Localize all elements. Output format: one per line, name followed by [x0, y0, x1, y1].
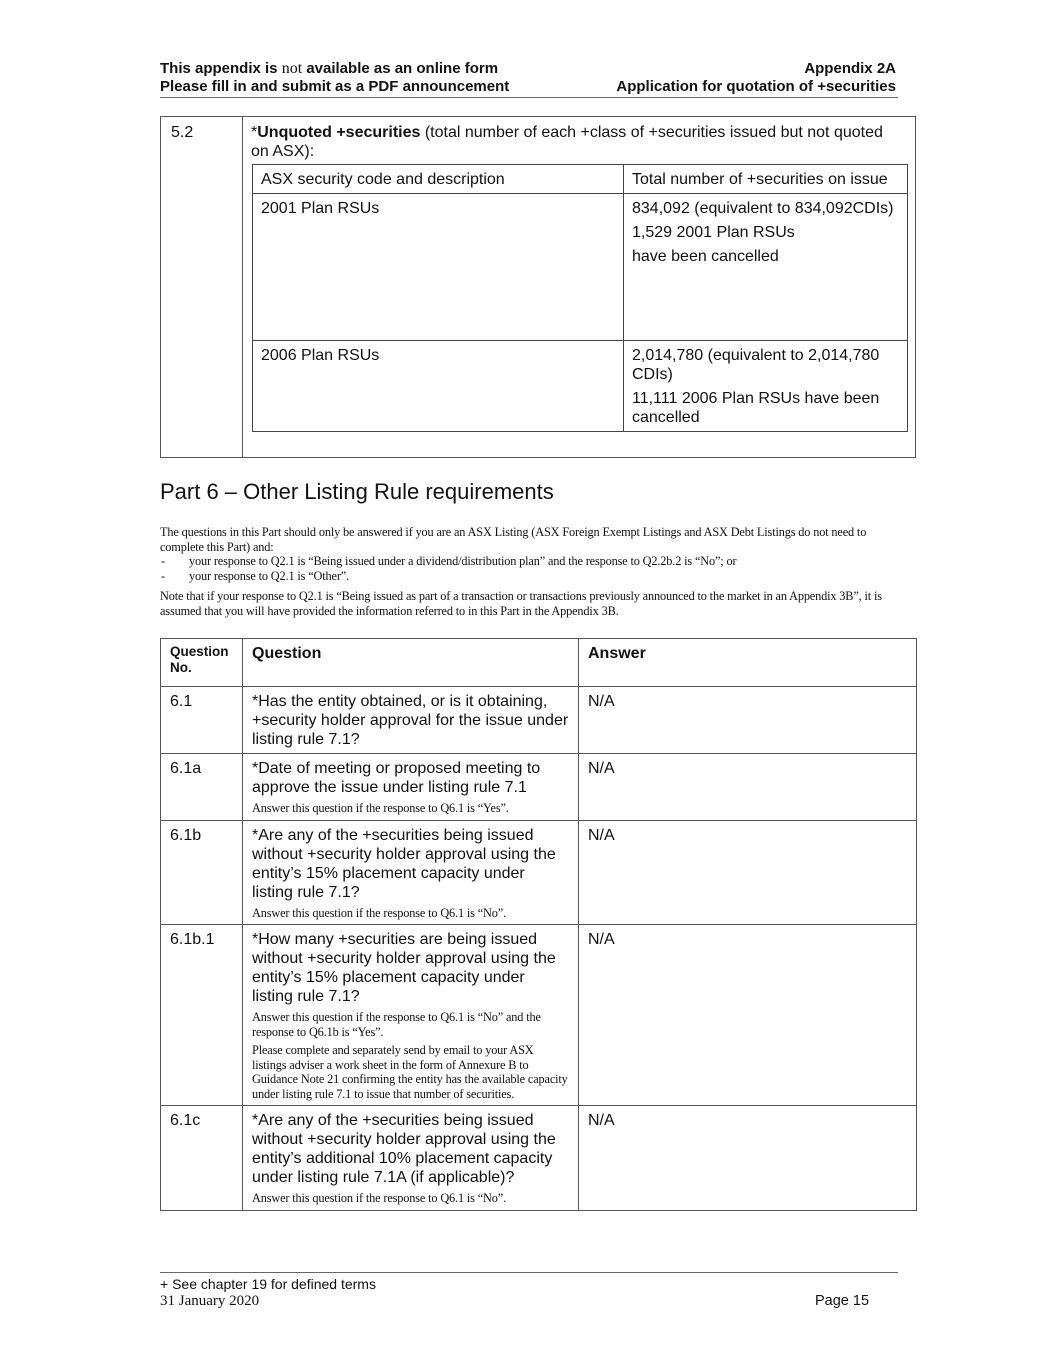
unquoted-securities-table	[252, 164, 908, 432]
header-not-word: not	[281, 60, 303, 77]
intro-bullet: - your response to Q2.1 is “Being issued under a dividend/distribution plan” and the response to Q2.2b.2 is “No”; or	[161, 554, 737, 568]
question-number: 6.1c	[161, 1106, 243, 1211]
footer-defined-terms: + See chapter 19 for defined terms	[160, 1276, 376, 1292]
header-online-form-note: This appendix is not available as an online form	[160, 60, 499, 77]
question-text-cell: *Has the entity obtained, or is it obtaining, +security holder approval for the issue under listing rule 7.1?	[243, 687, 579, 754]
security-total-cell: 834,092 (equivalent to 834,092CDIs) 1,529 2001 Plan RSUs have been cancelled	[624, 194, 908, 341]
header-pdf-note: Please fill in and submit as a PDF announcement	[160, 78, 510, 95]
column-header-code: ASX security code and description	[253, 165, 624, 194]
intro-note: Note that if your response to Q2.1 is “Being issued as part of a transaction or transactions previously announced to the market in an Appendix 3B”, it is assumed that you will have provided the information referred to in this Part in the Appendix 3B.	[160, 589, 882, 618]
table-row	[253, 194, 908, 341]
section-5-2-box	[160, 116, 916, 458]
answer-cell[interactable]: N/A	[579, 687, 917, 754]
table-header-row	[161, 639, 917, 687]
header-left	[160, 60, 509, 96]
section-title: *Unquoted +securities (total number of each +class of +securities issued but not quoted on ASX):	[251, 124, 883, 160]
question-number: 6.1b	[161, 820, 243, 925]
question-number: 6.1b.1	[161, 925, 243, 1106]
part-6-questions-table	[160, 638, 917, 1211]
table-row	[161, 820, 917, 925]
footer-date: 31 January 2020	[160, 1293, 260, 1309]
answer-cell[interactable]: N/A	[579, 925, 917, 1106]
column-header-total: Total number of +securities on issue	[624, 165, 908, 194]
question-number: 6.1a	[161, 754, 243, 821]
question-text-cell: *Date of meeting or proposed meeting to approve the issue under listing rule 7.1 Answer this question if the response to Q6.1 is “Yes”.	[243, 754, 579, 821]
question-hint: Answer this question if the response to Q6.1 is “No”.	[252, 1191, 507, 1205]
answer-cell[interactable]: N/A	[579, 754, 917, 821]
table-row	[253, 341, 908, 432]
appendix-title: Application for quotation of +securities	[616, 78, 896, 95]
column-divider	[242, 117, 243, 457]
intro-bullet: - your response to Q2.1 is “Other”.	[161, 568, 349, 583]
header-right	[616, 60, 896, 96]
answer-cell[interactable]: N/A	[579, 1106, 917, 1211]
table-row	[161, 1106, 917, 1211]
header-divider	[160, 97, 898, 98]
question-text-cell: *Are any of the +securities being issued without +security holder approval using the entity’s 15% placement capacity under listing rule 7.1? Answer this question if the response to Q6.1 is “No”.	[243, 820, 579, 925]
question-text-cell: *Are any of the +securities being issued without +security holder approval using the entity’s additional 10% placement capacity under listing rule 7.1A (if applicable)? Answer this question if the response to Q6.1 is “No”.	[243, 1106, 579, 1211]
answer-cell[interactable]: N/A	[579, 820, 917, 925]
question-instruction: Please complete and separately send by email to your ASX listings adviser a work sheet in the form of Annexure B to Guidance Note 21 confirming the entity has the available capacity under listing rule 7.1 to issue that number of securities.	[252, 1043, 568, 1101]
part-6-heading: Part 6 – Other Listing Rule requirements	[160, 479, 554, 504]
question-hint: Answer this question if the response to Q6.1 is “No” and the response to Q6.1b is “Yes”.	[252, 1010, 541, 1039]
table-row	[161, 687, 917, 754]
question-hint: Answer this question if the response to Q6.1 is “No”.	[252, 905, 507, 920]
table-row	[161, 754, 917, 821]
table-row	[161, 925, 917, 1106]
section-title-bold: Unquoted +securities	[257, 124, 421, 141]
column-header-answer: Answer	[579, 639, 917, 687]
question-hint: Answer this question if the response to Q6.1 is “Yes”.	[252, 801, 509, 815]
appendix-label: Appendix 2A	[804, 60, 896, 77]
table-header-row	[253, 165, 908, 194]
security-total-cell: 2,014,780 (equivalent to 2,014,780 CDIs) 11,111 2006 Plan RSUs have been cancelled	[624, 341, 908, 432]
security-code-cell: 2006 Plan RSUs	[253, 341, 624, 432]
column-header-question: Question	[243, 639, 579, 687]
column-header-question-no: Question No.	[161, 639, 243, 687]
section-number: 5.2	[171, 124, 194, 141]
page-number: Page 15	[815, 1293, 870, 1309]
part-6-intro	[160, 525, 890, 618]
footer-divider	[160, 1272, 898, 1273]
question-number: 6.1	[161, 687, 243, 754]
security-code-cell: 2001 Plan RSUs	[253, 194, 624, 341]
intro-paragraph: The questions in this Part should only be answered if you are an ASX Listing (ASX Foreign Exempt Listings and ASX Debt Listings do not need to complete this Part) and:	[160, 525, 867, 554]
question-text-cell: *How many +securities are being issued without +security holder approval using the entity’s 15% placement capacity under listing rule 7.1? Answer this question if the response to Q6.1 is “No” and the response to Q6.1b is “Yes”. Please complete and separately send by email to your ASX listings adviser a work sheet in the form of Annexure B to Guidance Note 21 confirming the entity has the available capacity under listing rule 7.1 to issue that number of securities.	[243, 925, 579, 1106]
